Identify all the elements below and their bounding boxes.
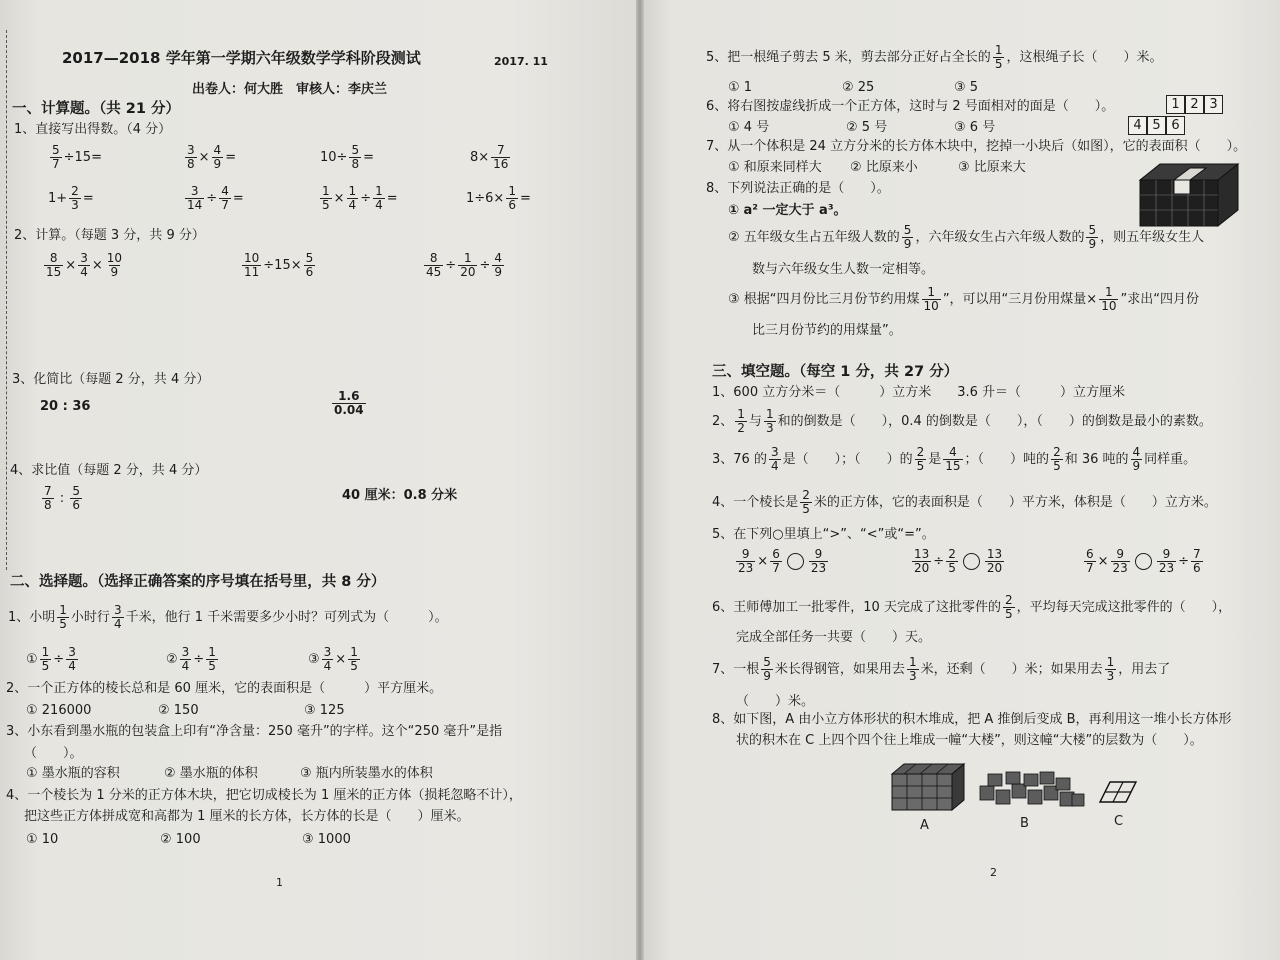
choice-q3-blank: （ ）。 — [24, 746, 83, 761]
section-2-heading: 二、选择题。（选择正确答案的序号填在括号里，共 8 分） — [10, 574, 386, 590]
net-face: 2 — [1185, 95, 1204, 114]
choice-q6-opt: ① 4 号 — [728, 120, 770, 135]
fill-q6: 6、王师傅加工一批零件，10 天完成了这批零件的 $\frac{2}{5}$ ，平均每天完成这批零件的（ ）， — [712, 593, 1232, 621]
choice-q8-opt3: ③ 根据“四月份比三月份节约用煤 $\frac{1}{10}$ ”，可以用“三月份用煤量× $\frac{1}{10}$ ”求出“四月份 — [728, 285, 1199, 313]
page-number: 2 — [990, 866, 997, 879]
fill-q3: 3、76 的 $\frac{3}{4}$ 是（ ）；（ ）的 $\frac{2}{5}$ 是 $\frac{4}{15}$ ；（ ）吨的 $\frac{2}{5}$ 和 36 吨的 $\frac{4}{9}$ 同样重。 — [712, 445, 1197, 473]
fill-q8: 8、如下图，A 由小立方体形状的积木堆成，把 A 推倒后变成 B，再利用这一堆小长方体形 — [712, 712, 1232, 727]
net-face: 3 — [1204, 95, 1223, 114]
choice-q6: 6、将右图按虚线折成一个正方体，这时与 2 号面相对的面是（ ）。 — [706, 99, 1115, 114]
fill-q7-l2: （ ）米。 — [736, 694, 815, 709]
net-face: 1 — [1166, 95, 1185, 114]
choice-q4-opt: ② 100 — [160, 832, 201, 847]
fill-q5: 5、在下列○里填上“>”、“<”或“=”。 — [712, 527, 935, 542]
choice-q1-opt: ② $\frac{3}{4}$ ÷ $\frac{1}{5}$ — [166, 645, 216, 673]
s1-q2-label: 2、计算。（每题 3 分，共 9 分） — [14, 228, 205, 243]
choice-q5-opt: ② 25 — [842, 80, 875, 95]
fill-q8-l2: 状的积木在 C 上四个四个往上堆成一幢“大楼”，则这幢“大楼”的层数为（ ）。 — [736, 733, 1203, 748]
page-number: 1 — [276, 876, 283, 889]
fill-q6-l2: 完成全部任务一共要（ ）天。 — [736, 630, 932, 645]
choice-q4-l2: 把这些正方体拼成宽和高都为 1 厘米的长方体，长方体的长是（ ）厘米。 — [24, 809, 470, 824]
net-face: 6 — [1166, 116, 1185, 135]
choice-q7-opt: ② 比原来小 — [850, 160, 918, 175]
choice-q2-opt: ② 150 — [158, 703, 199, 718]
exam-date: 2017. 11 — [494, 55, 548, 68]
choice-q1-opt: ① $\frac{1}{5}$ ÷ $\frac{3}{4}$ — [26, 645, 76, 673]
calc-item: $\frac{3}{8}$ × $\frac{4}{9}$ = — [187, 143, 237, 171]
choice-q1-opt: ③ $\frac{3}{4}$ × $\frac{1}{5}$ — [308, 645, 358, 673]
choice-q6-opt: ③ 6 号 — [954, 120, 996, 135]
section-1-heading: 一、计算题。（共 21 分） — [12, 101, 181, 117]
choice-q2-opt: ① 216000 — [26, 703, 92, 718]
choice-q2: 2、一个正方体的棱长总和是 60 厘米，它的表面积是（ ）平方厘米。 — [6, 681, 443, 696]
toppled-blocks-figure-b — [976, 766, 1088, 812]
s1-q3-label: 3、化简比（每题 2 分，共 4 分） — [12, 372, 210, 387]
choice-q3-opt: ③ 瓶内所装墨水的体积 — [300, 766, 433, 781]
block-stack-figure-a — [888, 760, 968, 812]
choice-q8: 8、下列说法正确的是（ ）。 — [706, 181, 890, 196]
base-grid-figure-c — [1098, 780, 1138, 806]
fill-q7: 7、一根 $\frac{5}{9}$ 米长得钢管，如果用去 $\frac{1}{3}$ 米，还剩（ ）米；如果用去 $\frac{1}{3}$ ，用去了 — [712, 655, 1171, 683]
s1-q4-label: 4、求比值（每题 2 分，共 4 分） — [10, 463, 208, 478]
value-a: $\frac{7}{8}$ : $\frac{5}{6}$ — [44, 484, 80, 512]
choice-q5: 5、把一根绳子剪去 5 米，剪去部分正好占全长的 $\frac{1}{5}$ ，这根绳子长（ ）米。 — [706, 43, 1163, 71]
calc2-item: $\frac{8}{45}$ ÷ $\frac{1}{20}$ ÷ $\frac{4}{9}$ — [426, 251, 503, 279]
choice-q8-opt2: ② 五年级女生占五年级人数的 $\frac{5}{9}$ ，六年级女生占六年级人数的 $\frac{5}{9}$ ，则五年级女生人 — [728, 223, 1205, 251]
calc-item: 10÷ $\frac{5}{8}$ = — [320, 143, 374, 171]
calc-item: 1+ $\frac{2}{3}$ = — [48, 184, 94, 212]
compare-item: $\frac{6}{7}$ × $\frac{9}{23}$ $\frac{9}{23}$ ÷ $\frac{7}{6}$ — [1086, 547, 1201, 575]
choice-q3-opt: ① 墨水瓶的容积 — [26, 766, 120, 781]
compare-circle[interactable] — [1135, 553, 1152, 570]
choice-q5-opt: ③ 5 — [954, 80, 979, 95]
calc-item: 1÷6× $\frac{1}{6}$ = — [466, 184, 531, 212]
net-face: 5 — [1147, 116, 1166, 135]
figure-label-c: C — [1114, 814, 1124, 829]
exam-title: 2017—2018 学年第一学期六年级数学学科阶段测试 — [62, 49, 421, 67]
ratio-b: $\frac{1.6}{0.04}$ — [334, 389, 364, 417]
calc2-item: $\frac{10}{11}$ ÷15× $\frac{5}{6}$ — [244, 251, 314, 279]
choice-q6-opt: ② 5 号 — [846, 120, 888, 135]
fill-q4: 4、一个棱长是 $\frac{2}{5}$ 米的正方体，它的表面积是（ ）平方米，体积是（ ）立方米。 — [712, 488, 1217, 516]
compare-circle[interactable] — [963, 553, 980, 570]
fill-q2: 2、 $\frac{1}{2}$ 与 $\frac{1}{3}$ 和的倒数是（ ），0.4 的倒数是（ ），（ ）的倒数是最小的素数。 — [712, 407, 1212, 435]
fill-q1: 1、600 立方分米＝（ ）立方米 3.6 升＝（ ）立方厘米 — [712, 385, 1126, 400]
choice-q2-opt: ③ 125 — [304, 703, 345, 718]
calc-item: $\frac{1}{5}$ × $\frac{1}{4}$ ÷ $\frac{1}{4}$ = — [322, 184, 398, 212]
ratio-a: 20 : 36 — [40, 399, 91, 414]
choice-q7-opt: ③ 比原来大 — [958, 160, 1026, 175]
exam-page-2 — [640, 0, 1280, 960]
s1-q1-label: 1、直接写出得数。（4 分） — [14, 122, 172, 137]
choice-q3-opt: ② 墨水瓶的体积 — [164, 766, 258, 781]
choice-q8-opt3-l2: 比三月份节约的用煤量”。 — [752, 323, 902, 338]
choice-q5-opt: ① 1 — [728, 80, 753, 95]
calc-item: $\frac{5}{7}$ ÷15= — [52, 143, 102, 171]
section-3-heading: 三、填空题。（每空 1 分，共 27 分） — [712, 364, 959, 380]
compare-item: $\frac{13}{20}$ ÷ $\frac{2}{5}$ $\frac{13}{20}$ — [914, 547, 1003, 575]
calc2-item: $\frac{8}{15}$ × $\frac{3}{4}$ × $\frac{10}{9}$ — [46, 251, 123, 279]
choice-q7-opt: ① 和原来同样大 — [728, 160, 822, 175]
value-b: 40 厘米：0.8 分米 — [342, 488, 458, 503]
figure-label-b: B — [1020, 816, 1029, 831]
choice-q4-opt: ① 10 — [26, 832, 59, 847]
compare-item: $\frac{9}{23}$ × $\frac{6}{7}$ $\frac{9}{23}$ — [738, 547, 827, 575]
cut-line — [6, 30, 7, 570]
choice-q4-opt: ③ 1000 — [302, 832, 351, 847]
choice-q8-opt2-l2: 数与六年级女生人数一定相等。 — [752, 262, 935, 277]
figure-label-a: A — [920, 818, 929, 833]
calc-item: 8× $\frac{7}{16}$ — [470, 143, 509, 171]
net-face: 4 — [1128, 116, 1147, 135]
exam-authors: 出卷人：何大胜 审核人：李庆兰 — [192, 82, 388, 97]
choice-q3: 3、小东看到墨水瓶的包装盒上印有“净含量：250 毫升”的字样。这个“250 毫升”是指 — [6, 724, 503, 739]
choice-q1: 1、小明 $\frac{1}{5}$ 小时行 $\frac{3}{4}$ 千米，他行 1 千米需要多少小时？可列式为（ ）。 — [8, 603, 448, 631]
choice-q4: 4、一个棱长为 1 分米的正方体木块，把它切成棱长为 1 厘米的正方体（损耗忽略不计）， — [6, 788, 522, 803]
choice-q8-opt1: ① a² 一定大于 a³。 — [728, 203, 847, 218]
choice-q7: 7、从一个体积是 24 立方分米的长方体木块中，挖掉一小块后（如图），它的表面积（ ）。 — [706, 139, 1247, 154]
carved-cuboid-figure — [1134, 158, 1242, 230]
compare-circle[interactable] — [787, 553, 804, 570]
calc-item: $\frac{3}{14}$ ÷ $\frac{4}{7}$ = — [187, 184, 244, 212]
page-fold — [636, 0, 644, 960]
